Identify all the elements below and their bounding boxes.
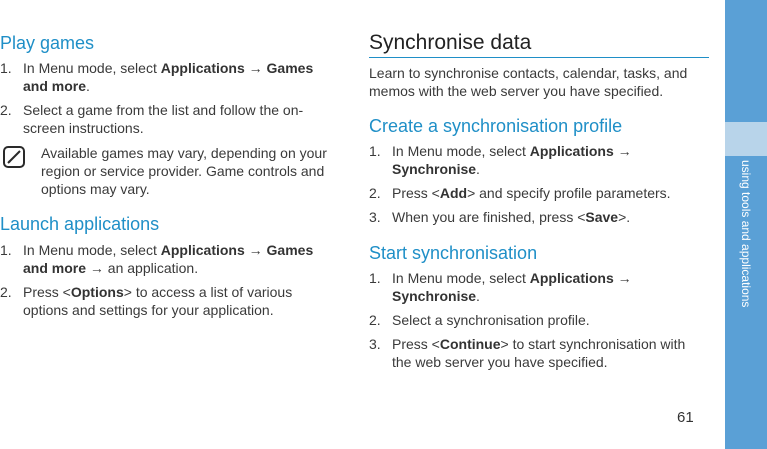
create-profile-heading: Create a synchronisation profile	[369, 116, 623, 136]
intro-text: Learn to synchronise contacts, calendar, tasks, and memos with the web server you have specified.	[369, 65, 688, 99]
launch-applications-heading: Launch applications	[0, 214, 160, 234]
list-item: 2. Select a game from the list and follow the on-screen instructions.	[0, 102, 304, 136]
list-item: 2. Press <Add> and specify profile parameters.	[369, 185, 671, 201]
page-title: Synchronise data	[369, 30, 709, 58]
play-games-heading: Play games	[0, 33, 95, 53]
list-item: 2. Select a synchronisation profile.	[369, 312, 590, 328]
chapter-sidebar	[725, 0, 767, 449]
sidebar-chapter-label: using tools and applications	[739, 160, 753, 308]
launch-applications-steps	[0, 241, 335, 319]
play-games-steps	[0, 59, 335, 137]
list-item: 3. When you are finished, press <Save>.	[369, 209, 631, 225]
sidebar-highlight-band	[725, 122, 767, 156]
note-text: Available games may vary, depending on your region or service provider. Game controls and options may vary.	[41, 145, 327, 197]
list-item: 1. In Menu mode, select Applications → Synchronise.	[369, 270, 632, 304]
list-item: 1. In Menu mode, select Applications → Games and more → an application.	[0, 242, 314, 276]
note-box	[0, 144, 340, 198]
note-pencil-icon	[3, 146, 25, 168]
page-number: 61	[677, 409, 694, 426]
list-item: 3. Press <Continue> to start synchronisation with the web server you have specified.	[369, 336, 686, 370]
list-item: 1. In Menu mode, select Applications → Games and more.	[0, 60, 314, 94]
list-item: 1. In Menu mode, select Applications → Synchronise.	[369, 143, 632, 177]
start-sync-steps	[369, 269, 704, 371]
start-sync-heading: Start synchronisation	[369, 243, 538, 263]
list-item: 2. Press <Options> to access a list of various options and settings for your application.	[0, 284, 293, 318]
create-profile-steps	[369, 142, 704, 226]
